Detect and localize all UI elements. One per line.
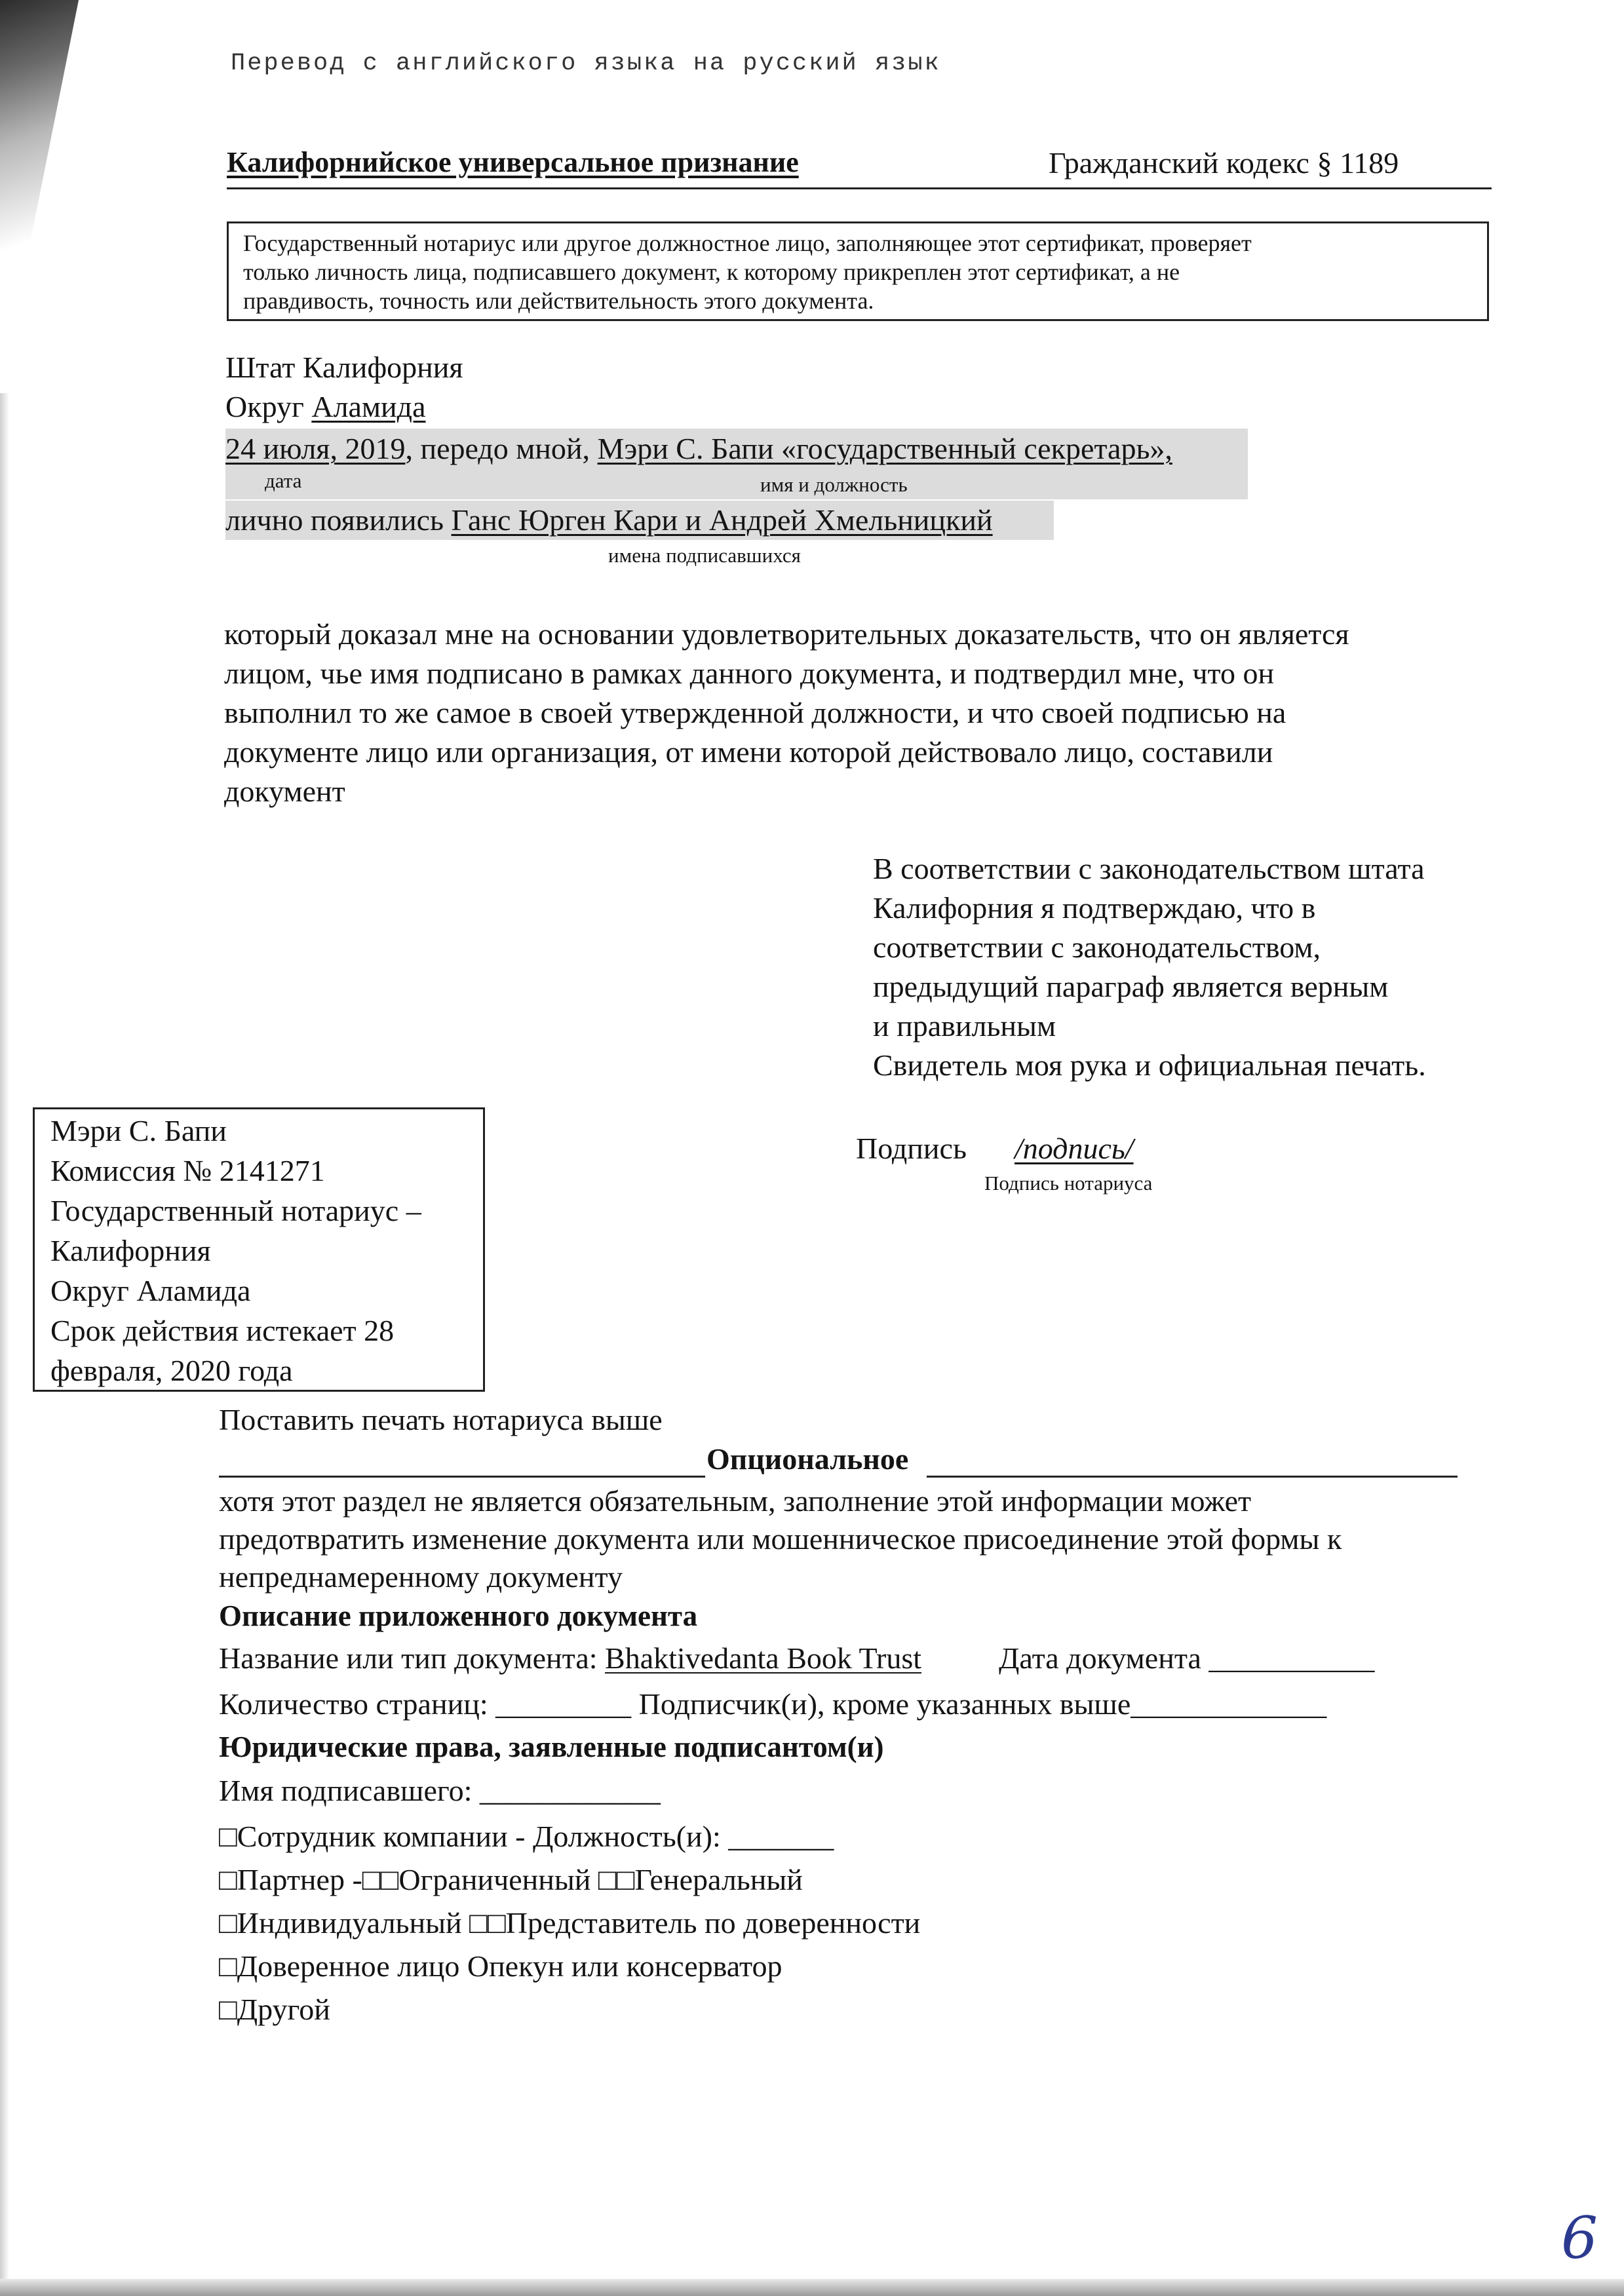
body-line: выполнил то же самое в своей утвержденной должности, и что своей подписью на — [224, 696, 1286, 729]
optional-heading: Опциональное — [706, 1442, 909, 1476]
body-line: лицом, чье имя подписано в рамках данного документа, и подтвердил мне, что он — [224, 657, 1275, 690]
disclaimer-box — [227, 221, 1489, 321]
optional-note — [219, 1482, 1342, 1596]
signature-value: /подпись/ — [1015, 1132, 1134, 1165]
seal-note: Поставить печать нотариуса выше — [219, 1403, 663, 1436]
acknowledgment-date: 24 июля, 2019 — [225, 432, 406, 465]
signer-name-line: Имя подписавшего: ____________ — [219, 1774, 661, 1807]
scan-edge-shadow — [0, 393, 9, 2296]
state-line: Штат Калифорния — [225, 351, 463, 384]
seal-line: Срок действия истекает 28 — [50, 1314, 395, 1347]
date-caption: дата — [265, 469, 302, 492]
page-count-line: Количество страниц: _________ Подписчик(и), кроме указанных выше_____________ — [219, 1687, 1327, 1721]
certify-line: предыдущий параграф является верным — [873, 970, 1389, 1003]
document-title-label: Название или тип документа: — [219, 1641, 606, 1675]
option-corporate-officer[interactable]: □Сотрудник компании - Должность(и): _______ — [219, 1820, 834, 1853]
signers-names: Ганс Юрген Кари и Андрей Хмельницкий — [451, 503, 993, 537]
certify-line: Свидетель моя рука и официальная печать. — [873, 1048, 1426, 1082]
signature-caption: Подпись нотариуса — [984, 1172, 1153, 1195]
disclaimer-line: Государственный нотариус или другое должностное лицо, заполняющее этот сертификат, проверяет — [243, 230, 1252, 256]
certify-line: В соответствии с законодательством штата — [873, 852, 1425, 885]
appeared-label: лично появились — [225, 503, 452, 537]
description-heading: Описание приложенного документа — [219, 1599, 698, 1632]
document-date-line: Дата документа ___________ — [999, 1641, 1375, 1675]
seal-line: Государственный нотариус – — [50, 1194, 421, 1227]
scan-bottom-edge — [0, 2279, 1624, 2296]
signers-caption: имена подписавшихся — [608, 544, 801, 567]
optional-note-line: предотвратить изменение документа или мошенническое присоединение этой формы к — [219, 1522, 1342, 1556]
notary-seal-box — [33, 1107, 485, 1392]
signature-label: Подпись — [856, 1132, 967, 1165]
certify-line: соответствии с законодательством, — [873, 930, 1321, 964]
header-rule — [227, 187, 1492, 189]
seal-line: Калифорния — [50, 1234, 211, 1267]
body-line: который доказал мне на основании удовлетворительных доказательств, что он является — [224, 617, 1349, 651]
capacity-options — [219, 1815, 920, 2031]
before-me-text: , передо мной, — [405, 432, 598, 465]
body-line: документ — [224, 775, 345, 808]
county-line — [225, 389, 425, 424]
certify-line: и правильным — [873, 1009, 1056, 1043]
disclaimer-line: только личность лица, подписавшего документ, к которому прикреплен этот сертификат, а не — [243, 259, 1180, 285]
seal-line: Комиссия № 2141271 — [50, 1154, 325, 1187]
form-title: Калифорнийское универсальное признание — [227, 146, 799, 178]
name-title-caption: имя и должность — [760, 473, 908, 496]
certification-block — [873, 849, 1426, 1085]
seal-line: Мэри С. Бапи — [50, 1114, 227, 1147]
signers-line — [225, 501, 1054, 540]
seal-line: февраля, 2020 года — [50, 1354, 293, 1387]
date-notary-line — [225, 429, 1248, 499]
page-number: 6 — [1561, 2204, 1598, 2272]
body-line: документе лицо или организация, от имени которой действовало лицо, составили — [224, 735, 1273, 769]
translation-note: Перевод с английского языка на русский язык — [231, 50, 941, 77]
rights-heading: Юридические права, заявленные подписантом(и) — [219, 1731, 884, 1763]
county-label: Округ — [225, 390, 312, 423]
seal-line: Округ Аламида — [50, 1274, 251, 1307]
civil-code-reference: Гражданский кодекс § 1189 — [1049, 146, 1399, 180]
optional-rule-right — [927, 1476, 1458, 1478]
option-trustee[interactable]: □Доверенное лицо Опекун или консерватор — [219, 1949, 783, 1983]
county-value: Аламида — [311, 390, 426, 423]
acknowledgment-body — [224, 615, 1349, 811]
option-partner[interactable]: □Партнер -□□Ограниченный □□Генеральный — [219, 1863, 803, 1896]
option-individual[interactable]: □Индивидуальный □□Представитель по доверенности — [219, 1906, 921, 1940]
optional-note-line: хотя этот раздел не является обязательным, заполнение этой информации может — [219, 1484, 1252, 1518]
document-title-value: Bhaktivedanta Book Trust — [605, 1641, 922, 1675]
disclaimer-line: правдивость, точность или действительность этого документа. — [243, 288, 874, 314]
optional-rule-left — [219, 1476, 705, 1478]
certify-line: Калифорния я подтверждаю, что в — [873, 891, 1316, 925]
option-other[interactable]: □Другой — [219, 1993, 330, 2026]
document-title-line — [219, 1641, 921, 1675]
notary-name-title: Мэри С. Бапи «государственный секретарь», — [597, 432, 1172, 465]
page-curl-shadow — [0, 0, 79, 393]
optional-note-line: непреднамеренному документу — [219, 1560, 623, 1594]
